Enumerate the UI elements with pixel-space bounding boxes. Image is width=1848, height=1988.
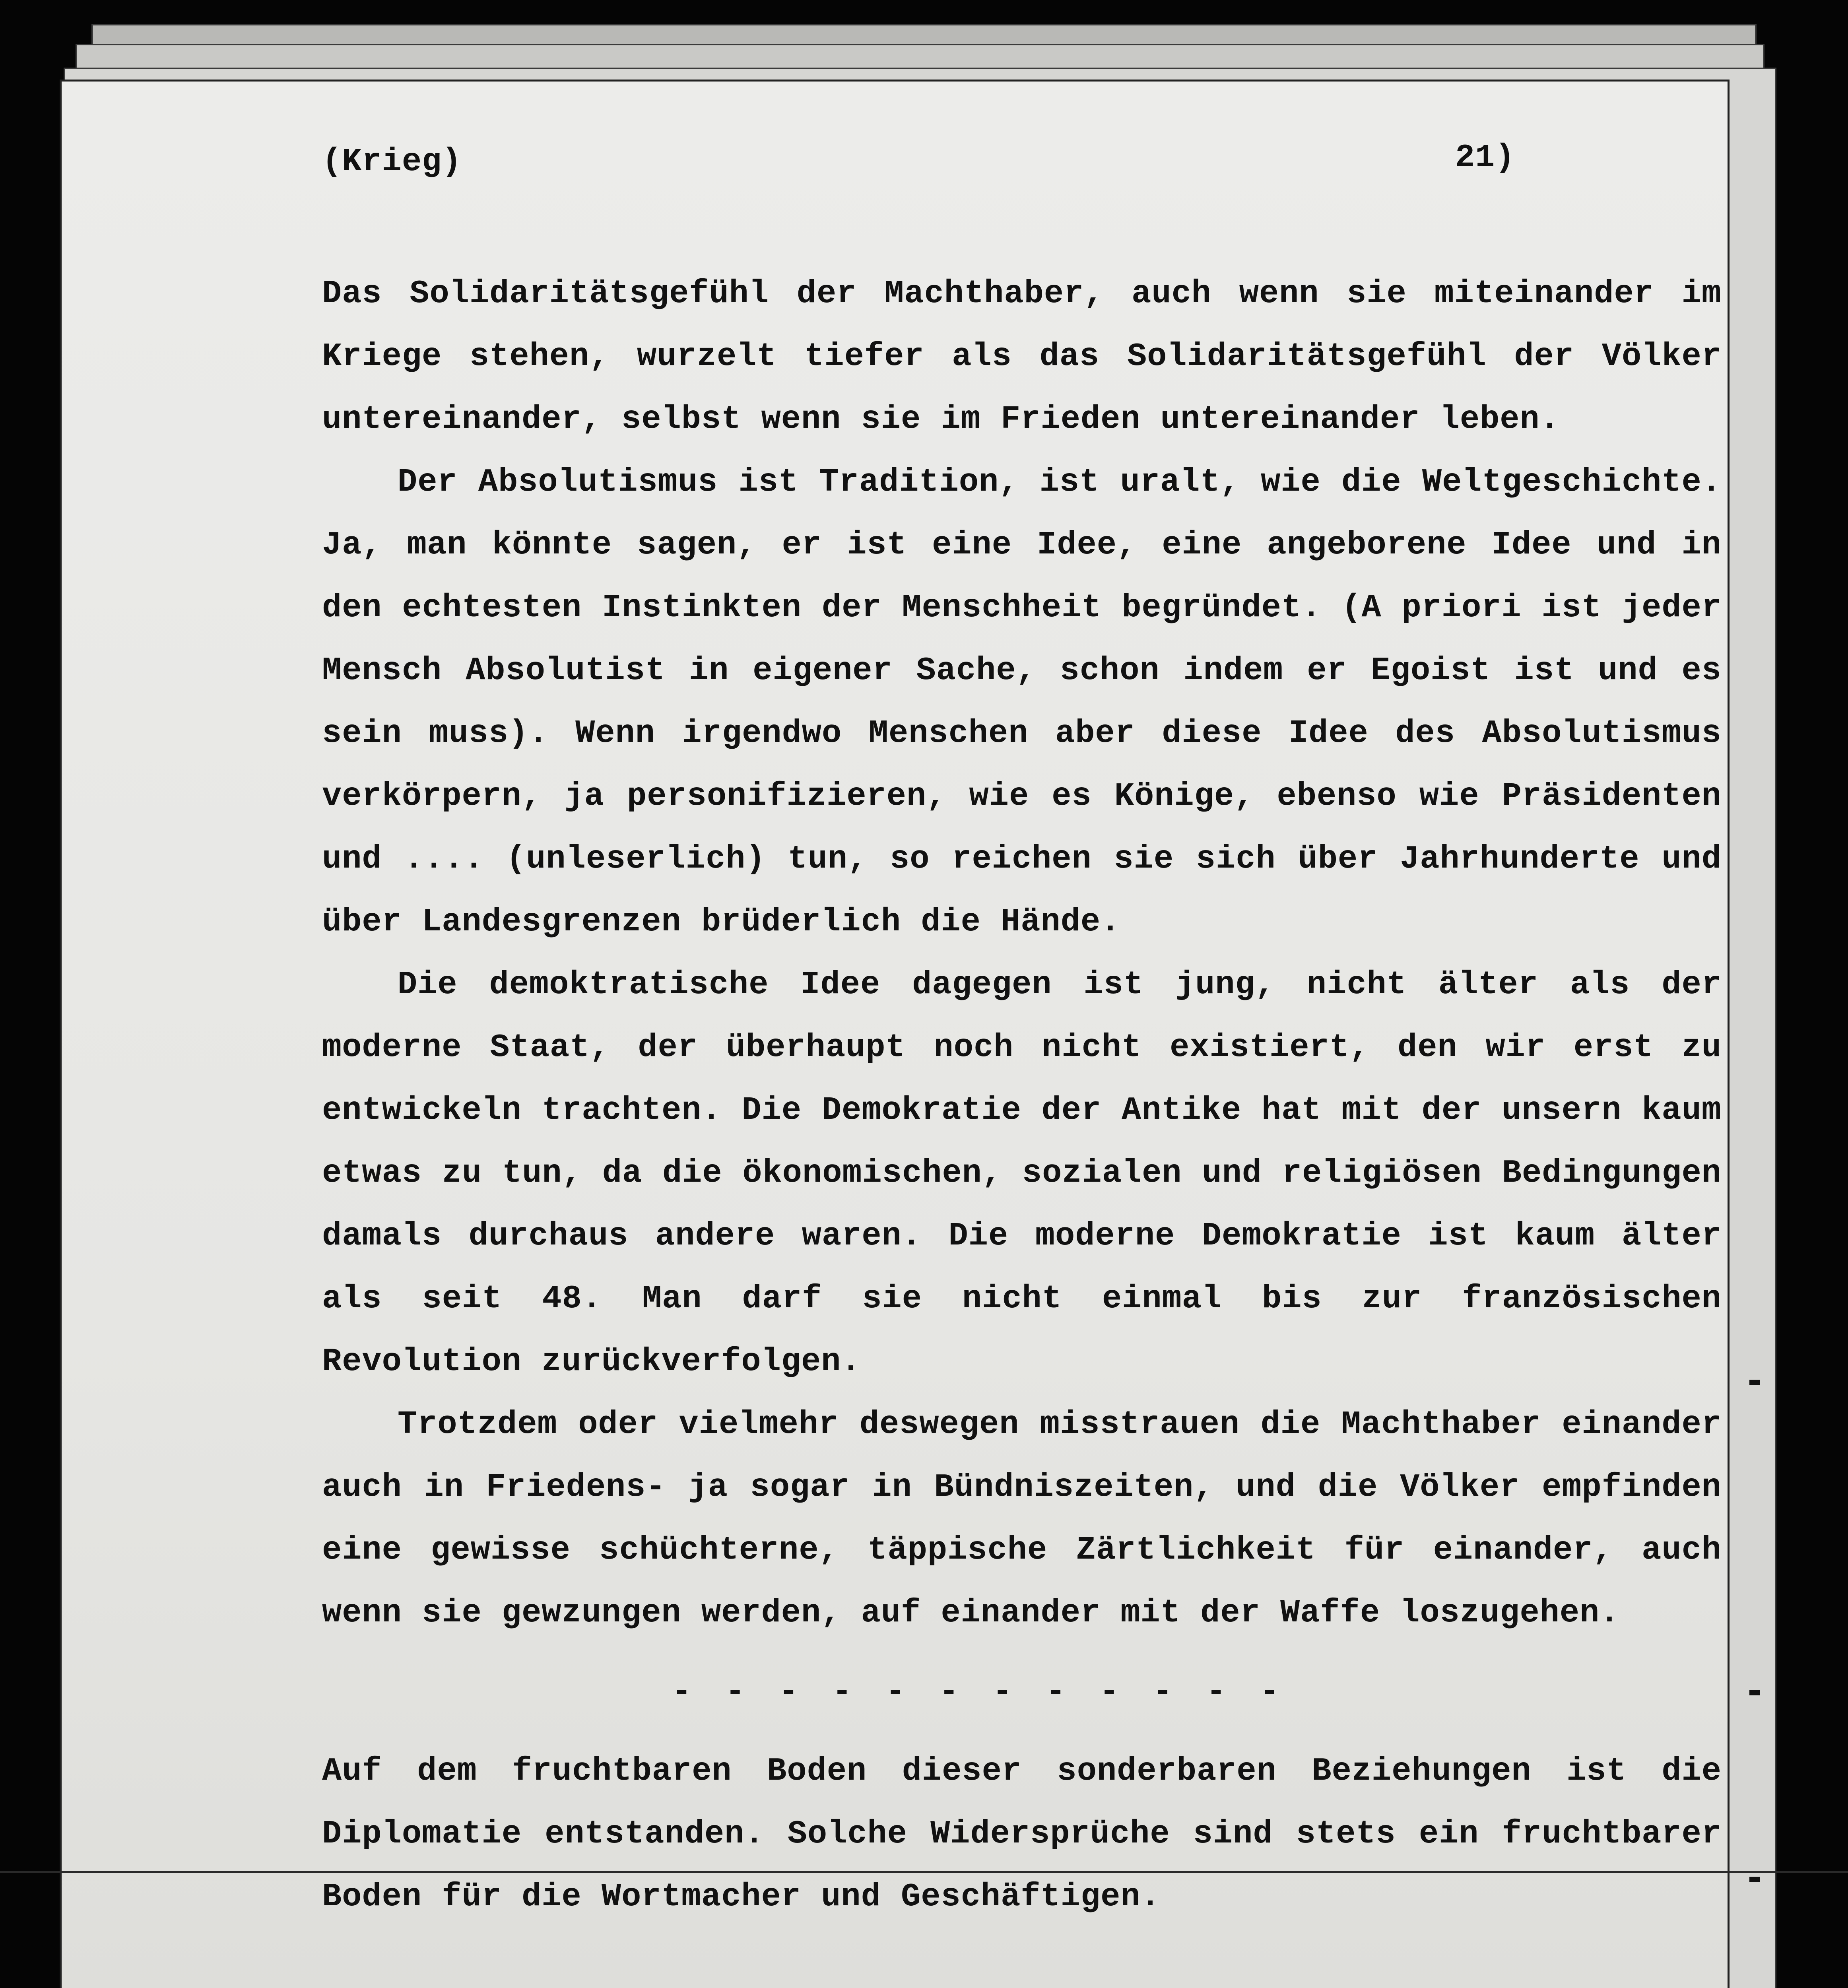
edge-mark [1749,1380,1760,1385]
edge-mark [1749,1690,1760,1695]
document-body [322,262,1722,1928]
section-divider: - - - - - - - - - - - - [672,1673,1287,1710]
closing-paragraph: Auf dem fruchtbaren Boden dieser sonderbaren Beziehungen ist die Diplomatie entstanden. Solche Widersprüche sind stets ein fruchtbarer Boden für die Wortmacher und Geschäftigen. [322,1753,1722,1915]
edge-mark [1749,1877,1760,1882]
paragraph: Die demoktratische Idee dagegen ist jung, nicht älter als der moderne Staat, der überhaupt noch nicht existiert, den wir erst zu entwickeln trachten. Die Demokratie der Antike hat mit der unsern kaum etwas zu tun, da die ökonomischen, sozialen und religiösen Bedingungen damals durchaus andere waren. Die moderne Demokratie ist kaum älter als seit 48. Man darf sie nicht einmal bis zur französischen Revolution zurückverfolgen. [322,966,1722,1380]
paragraph: Das Solidaritätsgefühl der Machthaber, auch wenn sie miteinander im Kriege stehen, wurzelt tiefer als das Solidaritätsgefühl der Völker untereinander, selbst wenn sie im Frieden untereinander leben. [322,275,1722,438]
paragraph: Der Absolutismus ist Tradition, ist uralt, wie die Weltgeschichte. Ja, man könnte sagen, er ist eine Idee, eine angeborene Idee und in den echtesten Instinkten der Menschheit begründet. (A priori ist jeder Mensch Absolutist in eigener Sache, schon indem er Egoist ist und es sein muss). Wenn irgendwo Menschen aber diese Idee des Absolutismus verkörpern, ja personifizieren, wie es Könige, ebenso wie Präsidenten und .... (unleserlich) tun, so reichen sie sich über Jahrhunderte und über Landesgrenzen brüderlich die Hände. [322,464,1722,940]
page-number: 21) [1455,139,1515,176]
paragraph: Trotzdem oder vielmehr deswegen misstrauen die Machthaber einander auch in Friedens- ja sogar in Bündniszeiten, und die Völker empfinden eine gewisse schüchterne, täppische Zärtlichkeit für einander, auch wenn sie gewzungen werden, auf einander mit der Waffe loszugehen. [322,1406,1722,1631]
header-title: (Krieg) [322,143,462,180]
page-header [322,139,1722,191]
